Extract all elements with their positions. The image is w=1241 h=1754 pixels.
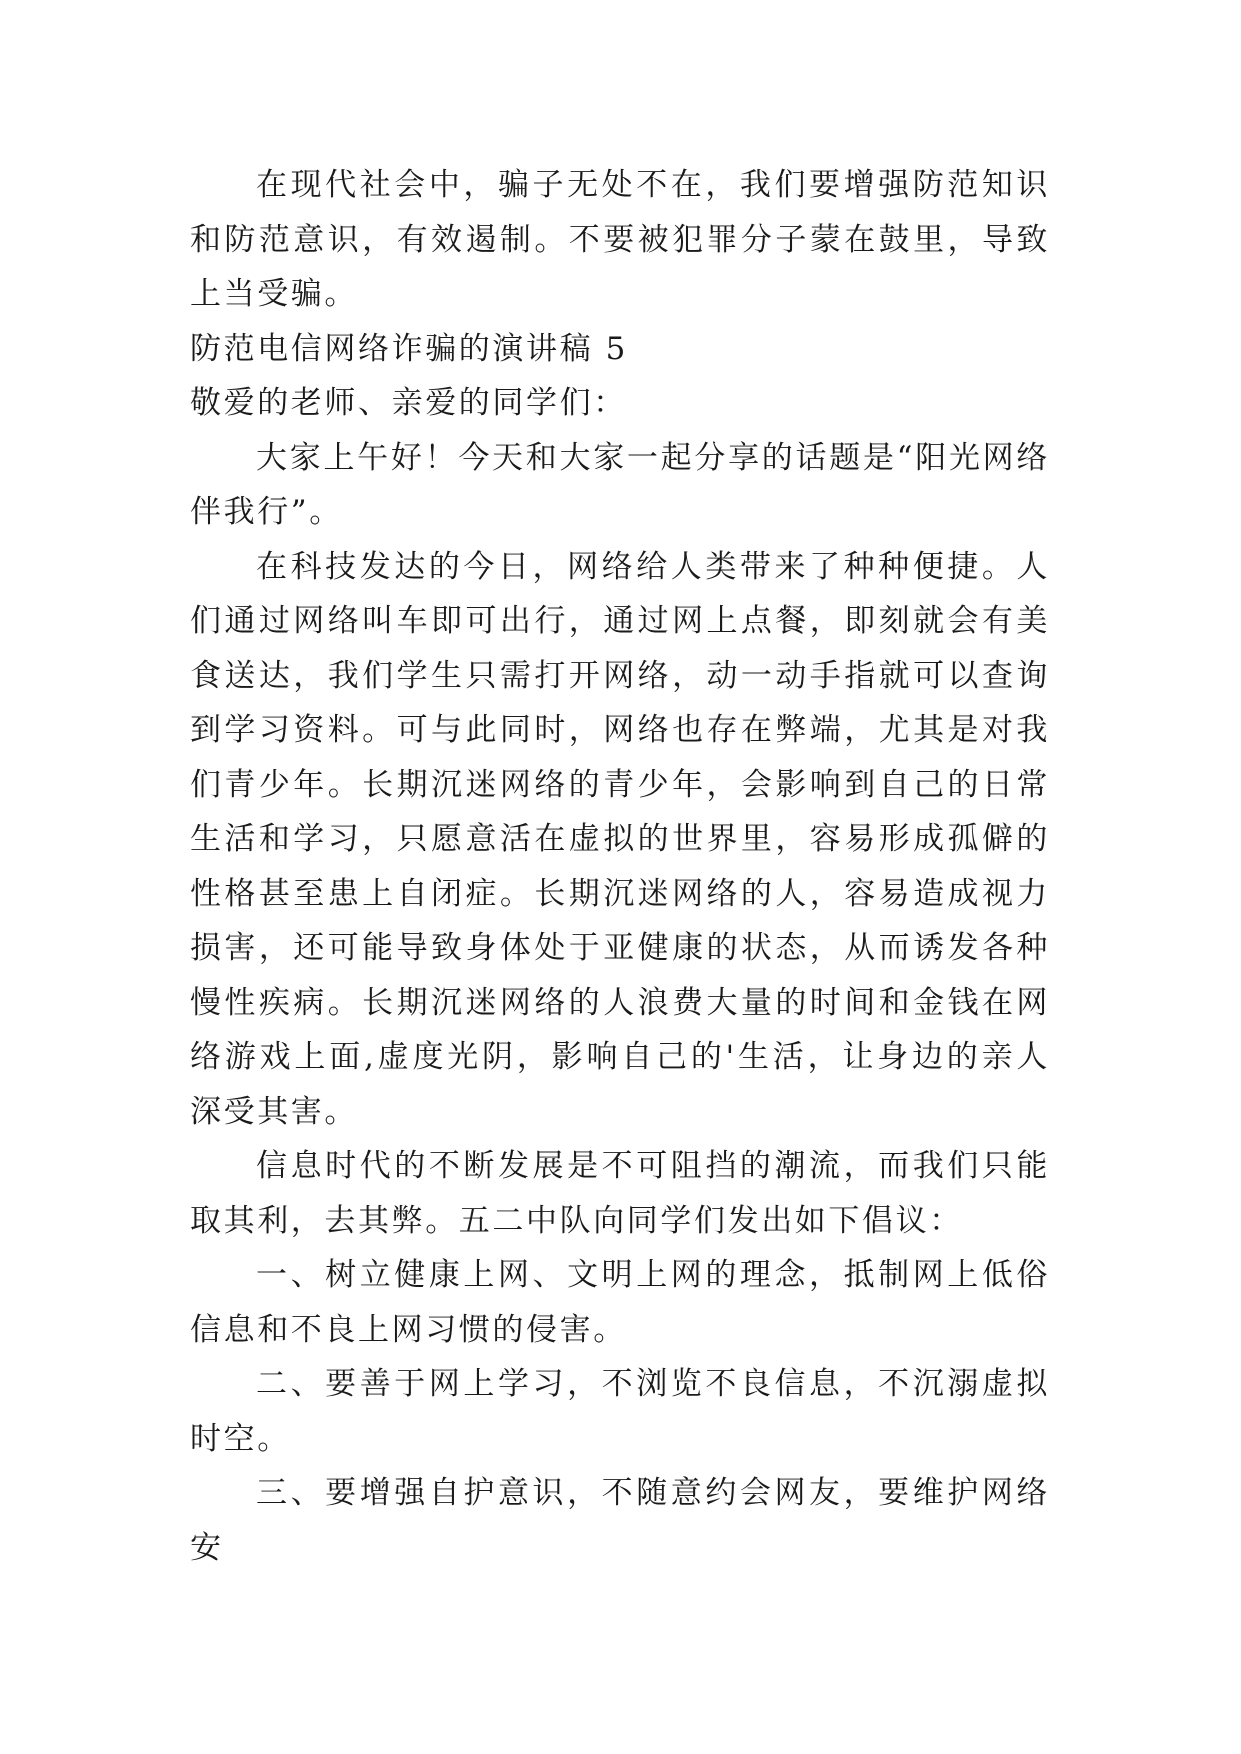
- paragraph: 信息时代的不断发展是不可阻挡的潮流，而我们只能取其利，去其弊。五二中队向同学们发出如下倡议：: [190, 1148, 1050, 1239]
- salutation: 敬爱的老师、亲爱的同学们：: [190, 385, 627, 421]
- section-heading: 防范电信网络诈骗的演讲稿 5: [190, 330, 628, 367]
- proposal-item: 三、要增强自护意识，不随意约会网友，要维护网络安: [190, 1475, 1050, 1566]
- paragraph: 在现代社会中，骗子无处不在，我们要增强防范知识和防范意识，有效遏制。不要被犯罪分子蒙在鼓里，导致上当受骗。: [190, 167, 1050, 312]
- paragraph: 在科技发达的今日，网络给人类带来了种种便捷。人们通过网络叫车即可出行，通过网上点餐，即刻就会有美食送达，我们学生只需打开网络，动一动手指就可以查询到学习资料。可与此同时，网络也存在弊端，尤其是对我们青少年。长期沉迷网络的青少年，会影响到自己的日常生活和学习，只愿意活在虚拟的世界里，容易形成孤僻的性格甚至患上自闭症。长期沉迷网络的人，容易造成视力损害，还可能导致身体处于亚健康的状态，从而诱发各种慢性疾病。长期沉迷网络的人浪费大量的时间和金钱在网络游戏上面,虚度光阴，影响自己的'生活，让身边的亲人深受其害。: [190, 548, 1050, 1130]
- paragraph: 大家上午好！今天和大家一起分享的话题是“阳光网络伴我行”。: [190, 439, 1050, 530]
- proposal-item: 二、要善于网上学习，不浏览不良信息，不沉溺虚拟时空。: [190, 1366, 1050, 1457]
- proposal-item: 一、树立健康上网、文明上网的理念，抵制网上低俗信息和不良上网习惯的侵害。: [190, 1257, 1050, 1348]
- document-body: [190, 158, 1050, 1575]
